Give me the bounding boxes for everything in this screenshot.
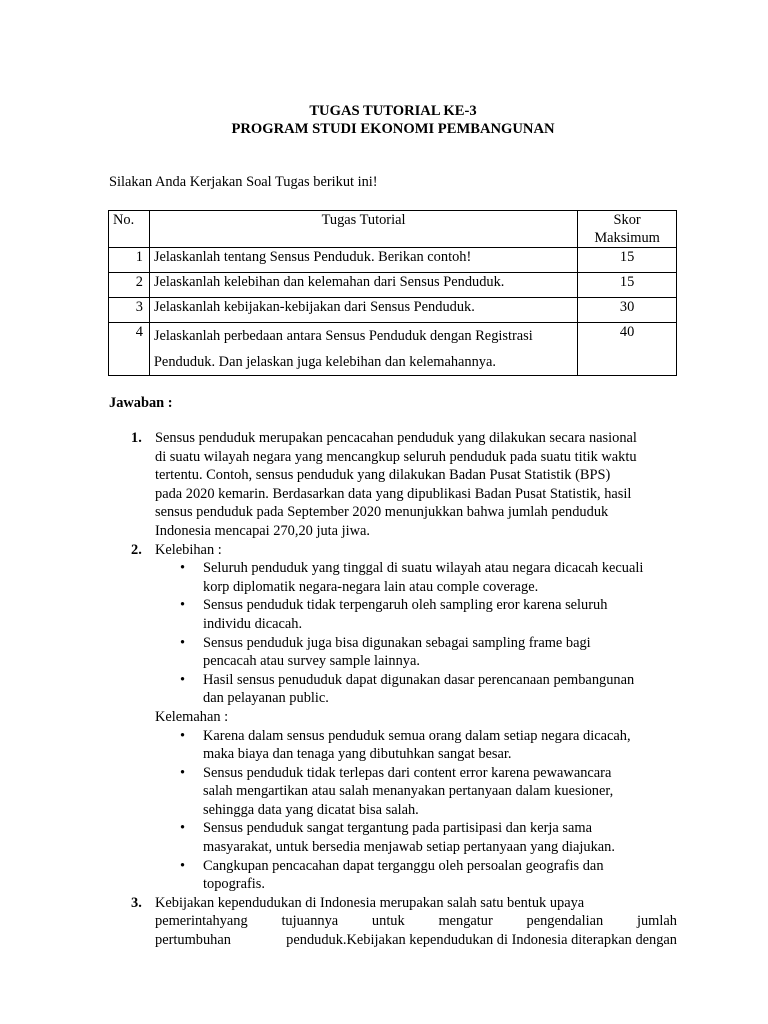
list-item-line: korp diplomatik negara-negara lain atau comple coverage. <box>203 578 539 595</box>
answer-1-line: Indonesia mencapai 270,20 juta jiwa. <box>155 522 370 539</box>
row-score: 30 <box>578 298 677 323</box>
answer-1-line: pada 2020 kemarin. Berdasarkan data yang dipublikasi Badan Pusat Statistik, hasil <box>155 485 632 502</box>
answer-2 <box>109 541 677 560</box>
answer-1-line: di suatu wilayah negara yang mencangkup seluruh penduduk pada suatu titik waktu <box>155 448 637 465</box>
list-item-line: individu dicacah. <box>203 615 303 632</box>
answer-3-line: Kebijakan kependudukan di Indonesia merupakan salah satu bentuk upaya <box>155 894 585 911</box>
header-score <box>578 211 677 248</box>
bullet-icon: • <box>180 764 186 781</box>
word: penduduk.Kebijakan kependudukan di Indonesia diterapkan dengan <box>286 932 677 949</box>
answer-3-number: 3. <box>131 894 142 911</box>
row-task: Jelaskanlah kebijakan-kebijakan dari Sensus Penduduk. <box>149 298 577 323</box>
bullet-icon: • <box>180 727 186 744</box>
list-item <box>109 671 677 708</box>
answer-1-line: sensus penduduk pada September 2020 menunjukkan bahwa jumlah penduduk <box>155 504 609 521</box>
word: jumlah <box>636 913 677 930</box>
row-task-line-1: Jelaskanlah perbedaan antara Sensus Penduduk dengan Registrasi <box>153 328 533 344</box>
bullet-icon: • <box>180 857 186 874</box>
word: pemerintahyang <box>155 913 248 930</box>
list-item-line: Sensus penduduk tidak terlepas dari content error karena pewawancara <box>203 764 612 781</box>
list-item-line: salah mengartikan atau salah menanyakan pertanyaan dalam kuesioner, <box>203 783 614 800</box>
list-item <box>109 634 677 671</box>
row-no: 2 <box>109 273 150 298</box>
list-item-line: masyarakat, untuk bersedia menjawab setiap pertanyaan yang diajukan. <box>203 839 615 856</box>
intro-text: Silakan Anda Kerjakan Soal Tugas berikut ini! <box>109 174 378 190</box>
list-item-line: Sensus penduduk sangat tergantung pada partisipasi dan kerja sama <box>203 820 592 837</box>
list-item-line: Hasil sensus penududuk dapat digunakan dasar perencanaan pembangunan <box>203 671 635 688</box>
document-title <box>0 102 768 138</box>
answer-3 <box>109 894 677 950</box>
answer-3-line <box>155 931 677 950</box>
list-item-line: Cangkupan pencacahan dapat terganggu oleh persoalan geografis dan <box>203 857 604 874</box>
row-score: 15 <box>578 273 677 298</box>
row-no: 1 <box>109 248 150 273</box>
bullet-icon: • <box>180 560 186 577</box>
kelebihan-title: Kelebihan : <box>155 541 222 558</box>
bullet-icon: • <box>180 671 186 688</box>
header-task: Tugas Tutorial <box>149 211 577 248</box>
list-item-line: dan pelayanan public. <box>203 690 329 707</box>
bullet-icon: • <box>180 634 186 651</box>
row-task: Jelaskanlah kelebihan dan kelemahan dari Sensus Penduduk. <box>149 273 577 298</box>
header-no: No. <box>109 211 150 248</box>
list-item <box>109 727 677 764</box>
list-item-line: Karena dalam sensus penduduk semua orang dalam setiap negara dicacah, <box>203 727 631 744</box>
title-line-1: TUGAS TUTORIAL KE-3 <box>309 103 477 119</box>
bullet-icon: • <box>180 820 186 837</box>
task-table <box>108 210 677 376</box>
row-score: 15 <box>578 248 677 273</box>
table-row <box>109 248 677 273</box>
answers-heading: Jawaban : <box>109 395 173 411</box>
word: mengatur <box>438 913 493 930</box>
row-task: Jelaskanlah tentang Sensus Penduduk. Berikan contoh! <box>149 248 577 273</box>
answer-1 <box>109 429 677 541</box>
row-task <box>149 323 577 376</box>
list-item <box>109 559 677 596</box>
row-score: 40 <box>578 323 677 376</box>
row-no: 4 <box>109 323 150 376</box>
list-item-line: Sensus penduduk tidak terpengaruh oleh sampling eror karena seluruh <box>203 597 608 614</box>
word: untuk <box>371 913 405 930</box>
list-item <box>109 819 677 856</box>
word: pengendalian <box>526 913 604 930</box>
list-item-line: pencacah atau survey sample lainnya. <box>203 653 420 670</box>
table-row <box>109 323 677 376</box>
kelemahan-title: Kelemahan : <box>155 708 229 725</box>
answer-3-line <box>155 912 677 931</box>
table-row <box>109 298 677 323</box>
answer-1-line: Sensus penduduk merupakan pencacahan penduduk yang dilakukan secara nasional <box>155 430 637 446</box>
table-header-row <box>109 211 677 248</box>
list-item <box>109 857 677 894</box>
table-row <box>109 273 677 298</box>
answers-section <box>109 429 677 950</box>
header-score-line-2: Maksimum <box>594 230 660 246</box>
row-no: 3 <box>109 298 150 323</box>
list-item-line: Sensus penduduk juga bisa digunakan sebagai sampling frame bagi <box>203 634 591 651</box>
title-line-2: PROGRAM STUDI EKONOMI PEMBANGUNAN <box>231 121 555 137</box>
bullet-icon: • <box>180 597 186 614</box>
list-item <box>109 764 677 820</box>
answer-2-number: 2. <box>131 541 142 558</box>
list-item-line: maka biaya dan tenaga yang dibutuhkan sangat besar. <box>203 746 512 763</box>
row-task-line-2: Penduduk. Dan jelaskan juga kelebihan dan kelemahannya. <box>153 354 496 370</box>
word: tujuannya <box>281 913 339 930</box>
answer-1-line: tertentu. Contoh, sensus penduduk yang dilakukan Badan Pusat Statistik (BPS) <box>155 467 611 484</box>
list-item-line: topografis. <box>203 876 265 893</box>
answer-1-number: 1. <box>131 430 142 446</box>
list-item-line: Seluruh penduduk yang tinggal di suatu wilayah atau negara dicacah kecuali <box>203 560 644 577</box>
list-item-line: sehingga data yang dicatat bisa salah. <box>203 801 419 818</box>
word: pertumbuhan <box>155 932 231 949</box>
list-item <box>109 596 677 633</box>
header-score-line-1: Skor <box>613 212 641 228</box>
